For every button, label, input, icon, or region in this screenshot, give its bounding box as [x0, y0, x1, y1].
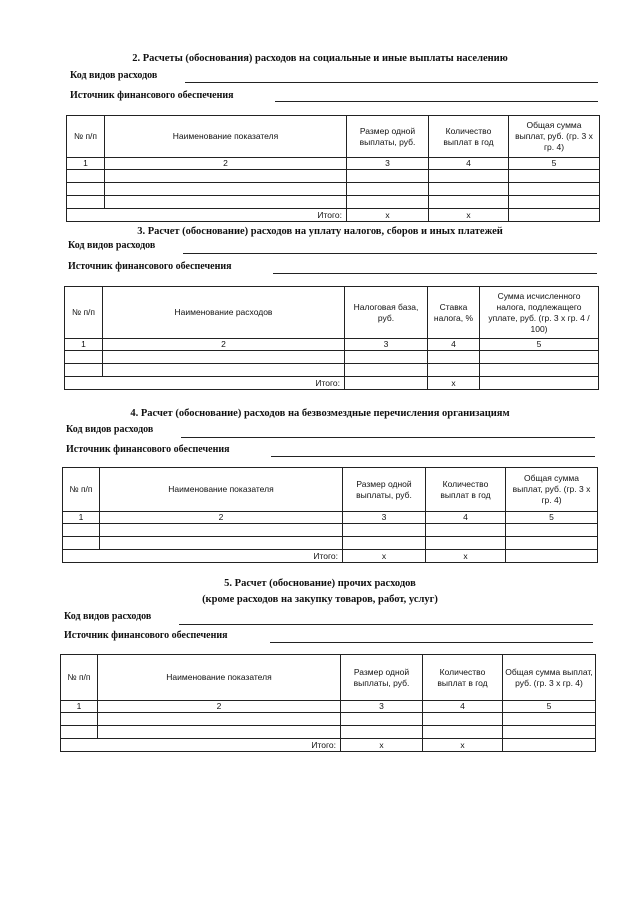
col-header-number: № п/п: [67, 116, 105, 158]
cell[interactable]: [503, 726, 596, 739]
section-5-title: 5. Расчет (обоснование) прочих расходов: [224, 578, 416, 589]
cell[interactable]: [343, 524, 426, 537]
section-2-code-label: Код видов расходов: [70, 70, 158, 81]
table-header-row: [65, 287, 599, 339]
cell[interactable]: [105, 170, 347, 183]
col-number: 2: [105, 158, 347, 170]
col-header-col4: Количество выплат в год: [423, 655, 503, 701]
table-row: [67, 183, 600, 196]
cell[interactable]: [426, 524, 506, 537]
cell[interactable]: [61, 726, 98, 739]
total-cell[interactable]: [506, 550, 598, 563]
cell[interactable]: [509, 183, 600, 196]
col-header-number: № п/п: [63, 468, 100, 512]
cell[interactable]: [65, 351, 103, 364]
col-number: 2: [100, 512, 343, 524]
section-2-source-label: Источник финансового обеспечения: [70, 90, 234, 101]
col-header-col4: Ставка налога, %: [428, 287, 480, 339]
table-header-row: [67, 116, 600, 158]
cell[interactable]: [105, 196, 347, 209]
column-number-row: [65, 339, 599, 351]
cell[interactable]: [98, 726, 341, 739]
cell[interactable]: [428, 364, 480, 377]
total-label: Итого:: [67, 209, 347, 222]
col-header-col3: Размер одной выплаты, руб.: [343, 468, 426, 512]
col-header-col3: Налоговая база, руб.: [345, 287, 428, 339]
table-row: [65, 351, 599, 364]
total-label: Итого:: [61, 739, 341, 752]
section-2-title: 2. Расчеты (обоснования) расходов на социальные и иные выплаты населению: [132, 53, 508, 64]
section-3-source-label: Источник финансового обеспечения: [68, 261, 232, 272]
cell[interactable]: [345, 351, 428, 364]
col-header-name: Наименование расходов: [103, 287, 345, 339]
total-cell[interactable]: [509, 209, 600, 222]
total-cell: х: [428, 377, 480, 390]
cell[interactable]: [100, 537, 343, 550]
table-row: [63, 537, 598, 550]
col-header-col3: Размер одной выплаты, руб.: [347, 116, 429, 158]
cell[interactable]: [103, 351, 345, 364]
table-row: [65, 364, 599, 377]
cell[interactable]: [67, 183, 105, 196]
cell[interactable]: [509, 196, 600, 209]
col-header-number: № п/п: [65, 287, 103, 339]
table-row: [63, 524, 598, 537]
cell[interactable]: [423, 726, 503, 739]
col-number: 3: [347, 158, 429, 170]
col-number: 1: [67, 158, 105, 170]
cell[interactable]: [103, 364, 345, 377]
col-number: 3: [341, 701, 423, 713]
cell[interactable]: [67, 170, 105, 183]
total-cell: х: [426, 550, 506, 563]
col-number: 4: [429, 158, 509, 170]
cell[interactable]: [347, 170, 429, 183]
col-number: 3: [343, 512, 426, 524]
col-number: 4: [428, 339, 480, 351]
total-cell: х: [429, 209, 509, 222]
col-header-col4: Количество выплат в год: [426, 468, 506, 512]
total-cell: х: [347, 209, 429, 222]
section-3-title: 3. Расчет (обоснование) расходов на уплату налогов, сборов и иных платежей: [137, 226, 503, 237]
cell[interactable]: [503, 713, 596, 726]
col-header-name: Наименование показателя: [98, 655, 341, 701]
col-number: 2: [103, 339, 345, 351]
section-5-source-line[interactable]: [270, 642, 593, 643]
total-row: [63, 550, 598, 563]
cell[interactable]: [100, 524, 343, 537]
column-number-row: [61, 701, 596, 713]
cell[interactable]: [428, 351, 480, 364]
cell[interactable]: [509, 170, 600, 183]
col-number: 3: [345, 339, 428, 351]
col-number: 1: [63, 512, 100, 524]
col-header-name: Наименование показателя: [105, 116, 347, 158]
cell[interactable]: [63, 537, 100, 550]
section-2-table: [66, 115, 600, 222]
col-header-col5: Сумма исчисленного налога, подлежащего уплате, руб. (гр. 3 х гр. 4 / 100): [480, 287, 599, 339]
total-row: [61, 739, 596, 752]
table-row: [67, 196, 600, 209]
cell[interactable]: [347, 183, 429, 196]
cell[interactable]: [423, 713, 503, 726]
section-4-code-label: Код видов расходов: [66, 424, 154, 435]
total-row: [67, 209, 600, 222]
cell[interactable]: [480, 364, 599, 377]
col-header-col3: Размер одной выплаты, руб.: [341, 655, 423, 701]
total-cell[interactable]: [503, 739, 596, 752]
cell[interactable]: [345, 364, 428, 377]
total-cell[interactable]: [480, 377, 599, 390]
section-3-table: [64, 286, 599, 390]
cell[interactable]: [347, 196, 429, 209]
col-number: 5: [480, 339, 599, 351]
table-row: [67, 170, 600, 183]
column-number-row: [67, 158, 600, 170]
col-header-col5: Общая сумма выплат, руб. (гр. 3 х гр. 4): [503, 655, 596, 701]
table-row: [61, 713, 596, 726]
table-header-row: [61, 655, 596, 701]
section-5-table: [60, 654, 596, 752]
col-number: 2: [98, 701, 341, 713]
table-row: [61, 726, 596, 739]
table-header-row: [63, 468, 598, 512]
col-number: 5: [509, 158, 600, 170]
col-number: 1: [61, 701, 98, 713]
total-cell[interactable]: [345, 377, 428, 390]
col-number: 1: [65, 339, 103, 351]
column-number-row: [63, 512, 598, 524]
cell[interactable]: [67, 196, 105, 209]
cell[interactable]: [506, 537, 598, 550]
section-4-source-label: Источник финансового обеспечения: [66, 444, 230, 455]
section-4-code-line[interactable]: [181, 437, 595, 438]
cell[interactable]: [98, 713, 341, 726]
section-3-code-label: Код видов расходов: [68, 240, 156, 251]
section-5-code-line[interactable]: [179, 624, 593, 625]
col-header-name: Наименование показателя: [100, 468, 343, 512]
total-label: Итого:: [63, 550, 343, 563]
section-2-source-line[interactable]: [275, 101, 598, 102]
total-row: [65, 377, 599, 390]
col-number: 5: [503, 701, 596, 713]
section-4-title: 4. Расчет (обоснование) расходов на безвозмездные перечисления организациям: [130, 408, 510, 419]
section-4-source-line[interactable]: [271, 456, 595, 457]
total-label: Итого:: [65, 377, 345, 390]
cell[interactable]: [63, 524, 100, 537]
col-header-col4: Количество выплат в год: [429, 116, 509, 158]
cell[interactable]: [61, 713, 98, 726]
section-3-source-line[interactable]: [273, 273, 597, 274]
col-number: 5: [506, 512, 598, 524]
section-5-source-label: Источник финансового обеспечения: [64, 630, 228, 641]
total-cell: х: [343, 550, 426, 563]
cell[interactable]: [105, 183, 347, 196]
total-cell: х: [341, 739, 423, 752]
cell[interactable]: [429, 183, 509, 196]
section-5-code-label: Код видов расходов: [64, 611, 152, 622]
col-header-col5: Общая сумма выплат, руб. (гр. 3 х гр. 4): [506, 468, 598, 512]
section-3-code-line[interactable]: [183, 253, 597, 254]
cell[interactable]: [341, 713, 423, 726]
section-2-code-line[interactable]: [185, 82, 598, 83]
section-5-subtitle: (кроме расходов на закупку товаров, работ, услуг): [202, 594, 438, 605]
col-number: 4: [423, 701, 503, 713]
cell[interactable]: [429, 170, 509, 183]
col-header-number: № п/п: [61, 655, 98, 701]
cell[interactable]: [343, 537, 426, 550]
cell[interactable]: [65, 364, 103, 377]
cell[interactable]: [480, 351, 599, 364]
cell[interactable]: [429, 196, 509, 209]
total-cell: х: [423, 739, 503, 752]
section-4-table: [62, 467, 598, 563]
cell[interactable]: [341, 726, 423, 739]
cell[interactable]: [426, 537, 506, 550]
col-header-col5: Общая сумма выплат, руб. (гр. 3 х гр. 4): [509, 116, 600, 158]
cell[interactable]: [506, 524, 598, 537]
col-number: 4: [426, 512, 506, 524]
